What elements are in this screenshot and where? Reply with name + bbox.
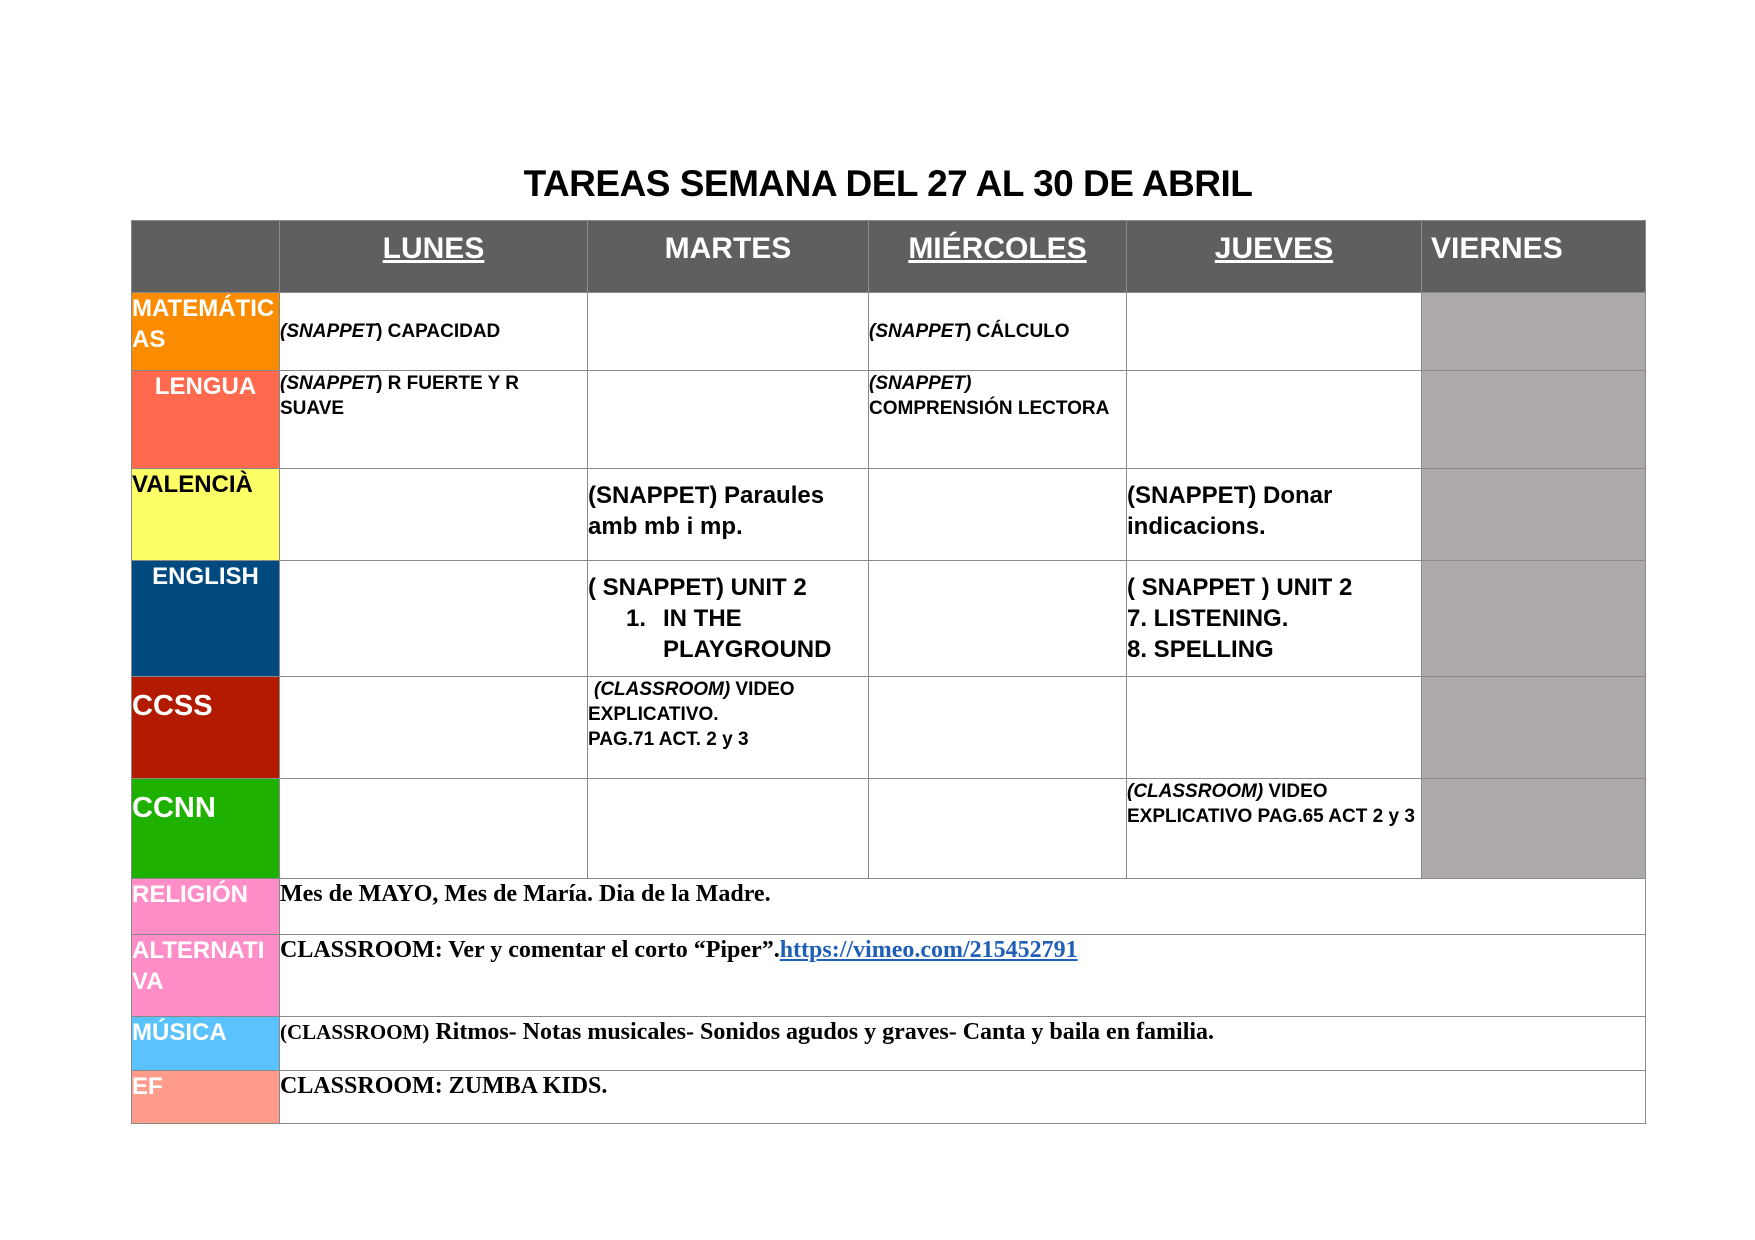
classroom-tag: (CLASSROOM): [1127, 781, 1264, 802]
subject-religion: RELIGIÓN: [132, 879, 280, 935]
header-row: [132, 221, 1646, 293]
task-text: ) R FUERTE Y R SUAVE: [280, 373, 519, 419]
cell-matematicas-martes: [588, 293, 869, 371]
row-lengua: [132, 371, 1646, 469]
subject-english: ENGLISH: [132, 561, 280, 677]
row-alternativa: [132, 935, 1646, 1017]
subject-alternativa: ALTERNATIVA: [132, 935, 280, 1017]
cell-ccss-martes: [588, 677, 869, 779]
cell-english-martes: [588, 561, 869, 677]
cell-ccss-jueves: [1127, 677, 1422, 779]
task-text: Ritmos- Notas musicales- Sonidos agudos y graves- Canta y baila en familia.: [429, 1019, 1215, 1045]
cell-valencia-martes: (SNAPPET) Paraules amb mb i mp.: [588, 469, 869, 561]
cell-alternativa: [280, 935, 1646, 1017]
row-musica: [132, 1017, 1646, 1071]
header-martes-label: MARTES: [664, 232, 792, 265]
classroom-tag: (CLASSROOM): [594, 679, 731, 700]
cell-ccss-viernes: [1422, 677, 1646, 779]
cell-ccnn-lunes: [280, 779, 588, 879]
cell-valencia-lunes: [280, 469, 588, 561]
cell-ccnn-viernes: [1422, 779, 1646, 879]
english-jueves-line2: 7. LISTENING.: [1127, 605, 1289, 632]
ccss-martes-line3: PAG.71 ACT. 2 y 3: [588, 729, 749, 750]
task-text: ) CAPACIDAD: [376, 321, 501, 342]
cell-english-viernes: [1422, 561, 1646, 677]
cell-religion: Mes de MAYO, Mes de María. Dia de la Madre.: [280, 879, 1646, 935]
cell-lengua-miercoles: [869, 371, 1127, 469]
header-lunes: [280, 221, 588, 293]
list-number: 1.: [626, 605, 647, 632]
cell-english-miercoles: [869, 561, 1127, 677]
cell-english-jueves: [1127, 561, 1422, 677]
schedule-table: [131, 220, 1646, 1124]
cell-lengua-martes: [588, 371, 869, 469]
cell-lengua-viernes: [1422, 371, 1646, 469]
header-corner: [132, 221, 280, 293]
subject-lengua: LENGUA: [132, 371, 280, 469]
cell-english-lunes: [280, 561, 588, 677]
snappet-tag: (SNAPPET: [280, 373, 377, 394]
ccnn-jueves-line1: [1127, 779, 1421, 804]
vimeo-link[interactable]: https://vimeo.com/215452791: [779, 937, 1078, 963]
snappet-tag: (SNAPPET: [280, 321, 377, 342]
classroom-tag: (CLASSROOM): [280, 1020, 430, 1044]
header-viernes-label: VIERNES: [1431, 232, 1563, 265]
english-martes-line1: ( SNAPPET) UNIT 2: [588, 574, 807, 601]
task-text: VIDEO: [1263, 781, 1328, 802]
english-jueves-line1: ( SNAPPET ) UNIT 2: [1127, 574, 1353, 601]
cell-valencia-jueves: (SNAPPET) Donar indicacions.: [1127, 469, 1422, 561]
cell-ccss-lunes: [280, 677, 588, 779]
row-ccnn: [132, 779, 1646, 879]
english-jueves-line3: 8. SPELLING: [1127, 636, 1274, 663]
header-jueves: [1127, 221, 1422, 293]
subject-matematicas: MATEMÁTICAS: [132, 293, 280, 371]
task-text: VIDEO: [730, 679, 795, 700]
cell-matematicas-jueves: [1127, 293, 1422, 371]
cell-valencia-viernes: [1422, 469, 1646, 561]
cell-matematicas-miercoles: [869, 293, 1127, 371]
task-text: COMPRENSIÓN LECTORA: [869, 398, 1110, 419]
cell-musica: [280, 1017, 1646, 1071]
cell-matematicas-viernes: [1422, 293, 1646, 371]
cell-ef: CLASSROOM: ZUMBA KIDS.: [280, 1071, 1646, 1124]
ccnn-jueves-line2: EXPLICATIVO PAG.65 ACT 2 y 3: [1127, 806, 1415, 827]
cell-ccnn-jueves: [1127, 779, 1422, 879]
row-valencia: [132, 469, 1646, 561]
cell-lengua-lunes: [280, 371, 588, 469]
cell-ccnn-miercoles: [869, 779, 1127, 879]
subject-ef: EF: [132, 1071, 280, 1124]
row-ccss: [132, 677, 1646, 779]
subject-valencia: VALENCIÀ: [132, 469, 280, 561]
page-title: TAREAS SEMANA DEL 27 AL 30 DE ABRIL: [523, 163, 1253, 204]
task-text: ) CÁLCULO: [965, 321, 1070, 342]
cell-ccss-miercoles: [869, 677, 1127, 779]
subject-ccss: CCSS: [132, 677, 280, 779]
snappet-tag: (SNAPPET: [869, 321, 966, 342]
cell-valencia-miercoles: [869, 469, 1127, 561]
english-martes-list-item: [588, 603, 868, 634]
cell-ccnn-martes: [588, 779, 869, 879]
row-ef: [132, 1071, 1646, 1124]
list-item-line1: IN THE: [663, 605, 742, 632]
header-viernes: [1422, 221, 1646, 293]
header-jueves-label: JUEVES: [1214, 232, 1334, 265]
cell-matematicas-lunes: [280, 293, 588, 371]
row-religion: [132, 879, 1646, 935]
subject-musica: MÚSICA: [132, 1017, 280, 1071]
header-miercoles-label: MIÉRCOLES: [908, 232, 1087, 265]
list-item-line2: PLAYGROUND: [663, 636, 832, 663]
subject-ccnn: CCNN: [132, 779, 280, 879]
cell-lengua-jueves: [1127, 371, 1422, 469]
snappet-tag: (SNAPPET): [869, 373, 972, 394]
row-english: [132, 561, 1646, 677]
ccss-martes-line2: EXPLICATIVO.: [588, 704, 719, 725]
header-lunes-label: LUNES: [382, 232, 485, 265]
ccss-martes-line1: [588, 677, 868, 702]
header-martes: [588, 221, 869, 293]
row-matematicas: [132, 293, 1646, 371]
header-miercoles: [869, 221, 1127, 293]
task-text: CLASSROOM: Ver y comentar el corto “Piper”.: [280, 937, 780, 963]
